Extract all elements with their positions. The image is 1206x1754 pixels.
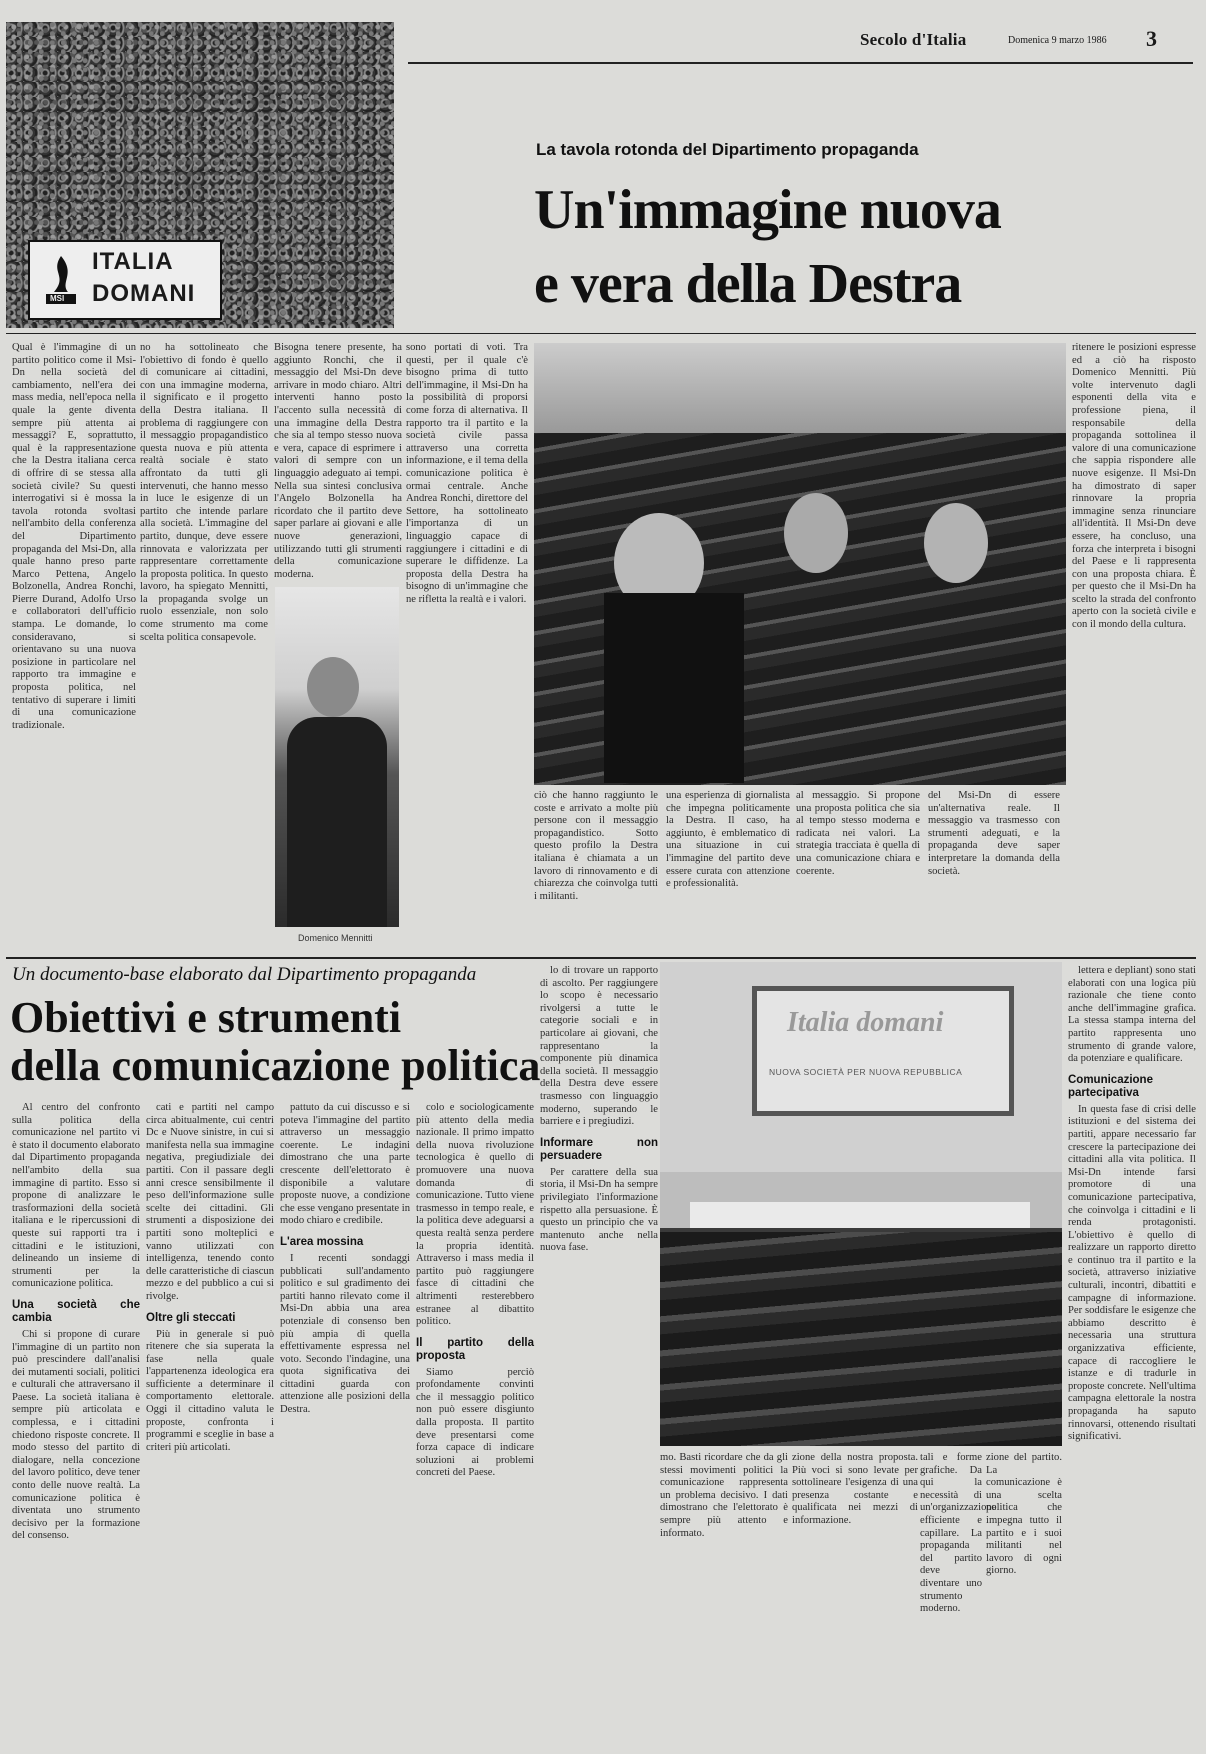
article2-column-5 xyxy=(540,965,658,1748)
article2-column-9: zione del partito. La comunicazione è una scelta politica che impegna tutto il partito e i suoi militanti nel lavoro di ogni giorno. xyxy=(986,1452,1062,1577)
masthead-rule xyxy=(408,62,1193,64)
logo-line-1: ITALIA xyxy=(92,248,174,275)
article2-column-8: tali e forme grafiche. Da qui la necessità di un'organizzazione efficiente e capillare. La propaganda del partito deve diventare uno strumento moderno. xyxy=(920,1452,997,1615)
issue-date: Domenica 9 marzo 1986 xyxy=(1008,35,1107,46)
banner-subtitle: NUOVA SOCIETÀ PER NUOVA REPUBBLICA xyxy=(769,1067,963,1077)
article1-headline-line2: e vera della Destra xyxy=(534,253,962,315)
article2-col5-text: lo di trovare un rapporto di ascolto. Per raggiungere lo scopo è necessario rivolgersi a tutte le categorie sociali e in particolare ai giovani, che rappresentano la componente più dinamica della società. Il messaggio della Destra deve essere trasmesso con linguaggio moderno, superando le barriere e i pregiudizi. xyxy=(540,965,658,1128)
banner-title: Italia domani xyxy=(787,1007,944,1038)
article2-headline-line1: Obiettivi e strumenti xyxy=(10,993,402,1042)
mennitti-portrait-photo xyxy=(275,587,399,927)
article2-column-7: zione della nostra proposta. Più voci si sono levate per sottolineare l'esigenza di una presenza costante e qualificata nei mezzi di informazione. xyxy=(792,1452,918,1526)
article2-col10-body: In questa fase di crisi delle istituzioni e del sistema dei partiti, appare necessario far crescere la partecipazione dei cittadini alla vita politica. Il Msi-Dn intende farsi promotore di una comunicazione partecipativa, che coinvolga i cittadini e li renda protagonisti. L'obiettivo è quello di realizzare un rapporto diretto e continuo tra il partito e la società, attraverso iniziative culturali, incontri, dibattiti e campagne di informazione. Per soddisfare le esigenze che abbiamo descritto è necessaria una struttura organizzativa efficiente, capace di raccogliere le istanze e di tradurle in proposte concrete. Nell'ultima campagna elettorale la nostra propaganda ha saputo rinnovarsi, ottenendo risultati significativi. xyxy=(1068,1103,1196,1443)
italia-domani-logo xyxy=(28,240,222,320)
article2-col2-body: Più in generale si può ritenere che sia superata la fase nella quale l'appartenenza ideologica era sufficiente a determinare il comportamento elettorale. Oggi il cittadino valuta le proposte, confronta i programmi e sceglie in base a criteri più articolati. xyxy=(146,1328,274,1453)
article2-kicker: Un documento-base elaborato dal Dipartimento propaganda xyxy=(12,964,477,985)
article2-col5-body: Per carattere della sua storia, il Msi-Dn ha sempre privilegiato l'informazione rispetto alla persuasione. È questo un principio che va mantenuto anche nella nuova fase. xyxy=(540,1166,658,1254)
msi-flame-icon xyxy=(40,254,82,306)
article2-column-6: mo. Basti ricordare che da gli stessi movimenti politici la comunicazione rappresenta un problema decisivo. I dati dimostrano che l'elettorato è sempre più attento e informato. xyxy=(660,1452,788,1539)
article1-column-7: al messaggio. Si propone una proposta politica che sia al tempo stesso moderna e radicata nei valori. La strategia tracciata è quella di una comunicazione chiara e coerente. xyxy=(796,790,920,877)
article1-column-1: Qual è l'immagine di un partito politico come il Msi-Dn nella società del cambiamento, nell'era dei mass media, nell'epoca nella quale la gente diventa sempre più attenta ai messaggi? E, soprattutto, qual è la rappresentazione che la Destra italiana cerca di offrire di se stessa alla società civile? Su questi interrogativi si è mossa la tavola rotonda svoltasi nell'ambito della conferenza del Dipartimento propaganda del Msi-Dn, alla quale hanno preso parte Marco Pettena, Angelo Bolzonella, Andrea Ronchi, Pierre Durand, Adolfo Urso e collaboratori dell'ufficio stampa. Le domande, lo consideravano, si orientavano su una nuova posizione in particolare nel rapporto tra immagine e proposta politica, nel tentativo di superare i limiti di una comunicazione tradizionale. xyxy=(12,342,136,731)
newspaper-name: Secolo d'Italia xyxy=(860,30,967,49)
page-number: 3 xyxy=(1146,26,1157,51)
article1-column-2: no ha sottolineato che l'obiettivo di fondo è quello di comunicare ai cittadini, con una immagine moderna, il significato e il progetto della Destra italiana. Il problema di raggiungere con il messaggio propagandistico questa nuova e più attenta realtà sociale è stato affrontato da tutti gli intervenuti, che hanno messo in luce le esigenze di un partito che intende parlare alla società. L'immagine del partito, dunque, deve essere rinnovata e valorizzata per rappresentare correttamente la proposta politica. In questo lavoro, ha spiegato Mennitti, la propaganda svolge un ruolo essenziale, non solo come strumento ma come scelta politica consapevole. xyxy=(140,342,268,643)
article2-column-2 xyxy=(146,1102,274,1748)
conference-stage-photo xyxy=(660,962,1062,1446)
article1-column-6: una esperienza di giornalista che impegna politicamente la Destra. Il caso, ha aggiunto, è emblematico di una situazione in cui l'immagine del partito deve essere curata con attenzione e professionalità. xyxy=(666,790,790,890)
section-rule-top xyxy=(6,333,1196,334)
article1-column-9: ritenere le posizioni espresse ed a ciò ha risposto Domenico Mennitti. Più volte intervenuto dagli esponenti della vita e professione piena, il responsabile della propaganda sottolinea il valore di una comunicazione che sappia rispondere alle nuove esigenze. Il Msi-Dn ha dimostrato di saper rinnovare la propria immagine senza rinunciare all'identità. Il Msi-Dn deve essere, ha concluso, una forza che interpreta i bisogni del Paese e li rappresenta con una proposta chiara. È per questo che il Msi-Dn ha scelto la strada del confronto aperto con la società civile e con il mondo della cultura. xyxy=(1072,342,1196,631)
article2-headline-line2: della comunicazione politica xyxy=(10,1041,541,1090)
section-rule-middle xyxy=(6,957,1196,959)
article2-col4-body: Siamo perciò profondamente convinti che il messaggio politico non può essere disgiunto dalla proposta. Il partito deve presentarsi come forza capace di indicare soluzioni ai problemi concreti del Paese. xyxy=(416,1366,534,1479)
masthead xyxy=(860,28,1190,58)
subhead-oltre-gli-steccati: Oltre gli steccati xyxy=(146,1311,236,1324)
article1-kicker: La tavola rotonda del Dipartimento propaganda xyxy=(536,140,919,159)
article2-column-3 xyxy=(280,1102,410,1748)
subhead-informare: Informare non persuadere xyxy=(540,1136,658,1162)
article2-col4-text: colo e sociologicamente più attento della media nazionale. Il primo impatto della nuova rivoluzione tecnologica è quello di promuovere una nuova domanda di comunicazione. Tutto viene trasmesso in tempo reale, e la politica deve adeguarsi a questa realtà senza perdere la propria identità. Attraverso i mass media il partito può raggiungere fasce di cittadini che altrimenti resterebbero estranee al dibattito politico. xyxy=(416,1102,534,1328)
article2-col3-body: I recenti sondaggi pubblicati sull'andamento politico e sul gradimento dei partiti hanno rilevato come il Msi-Dn abbia una area potenziale di consenso ben più ampia di quella effettivamente espressa nel voto. Secondo l'indagine, una quota significativa dei cittadini guarda con attenzione alle posizioni della Destra. xyxy=(280,1252,410,1416)
article1-column-4: sono portati di voti. Tra questi, per il quale c'è bisogno prima di tutto dell'immagine, il Msi-Dn ha la possibilità di proporsi come forza di alternativa. Il rapporto tra il partito e la società civile passa attraverso una corretta informazione, e il tema della comunicazione politica è ormai centrale. Anche Andrea Ronchi, direttore del Settore, ha sottolineato l'importanza di un linguaggio capace di raggiungere i cittadini e di superare le diffidenze. La proposta della Destra ha bisogno di un'immagine che ne rifletta la realtà e i valori. xyxy=(406,342,528,605)
article1-column-5: ciò che hanno raggiunto le coste e arrivato a molte più persone con il messaggio propagandistico. Sotto questo profilo la Destra italiana è chiamata a un lavoro di rinnovamento e di chiarezza che coinvolga tutti i militanti. xyxy=(534,790,658,902)
article2-intro: Al centro del confronto sulla politica della comunicazione nel partito vi è stato il documento elaborato dal Dipartimento propaganda nell'ambito della sua immagine di partito. Esso si propone di analizzare le trasformazioni della società italiana e le ripercussioni di queste sui rapporti tra i cittadini e le istituzioni, delineando un insieme di strumenti per la comunicazione politica. xyxy=(12,1102,140,1290)
logo-line-2: DOMANI xyxy=(92,280,196,307)
article2-col2-text: cati e partiti nel campo circa abitualmente, cui centri Dc e Nuove sinistre, in cui si manifesta nella sua immagine negativa, pregiudiziale dei partiti. Con il passare degli anni cresce sensibilmente il peso dell'informazione sulle scelte dei cittadini. Gli strumenti a disposizione dei partiti sono molteplici e vanno utilizzati con intelligenza, tenendo conto delle caratteristiche di ciascun mezzo e del pubblico a cui si rivolge. xyxy=(146,1102,274,1302)
subhead-una-societa: Una società che cambia xyxy=(12,1298,140,1324)
conference-audience-photo xyxy=(534,343,1066,785)
emblem-text: MSI xyxy=(50,294,65,303)
article2-col3-text: pattuto da cui discusso e si poteva l'immagine del partito attraverso un messaggio coerente. Le indagini dimostrano che una parte crescente dell'elettorato è disponibile a valutare proposte nuove, a condizione che esse vengano presentate in modo chiaro e credibile. xyxy=(280,1102,411,1227)
italia-domani-banner xyxy=(752,986,1014,1116)
portrait-caption: Domenico Mennitti xyxy=(298,933,373,943)
article1-column-3: Bisogna tenere presente, ha aggiunto Ronchi, che il messaggio del Msi-Dn deve arrivare in modo chiaro. Altri interventi hanno posto l'accento sulla necessità di una immagine della Destra che sia al tempo stesso nuova e vera, capace di esprimere i valori di sempre con un linguaggio adeguato ai tempi. Nella sua sintesi conclusiva l'Angelo Bolzonella ha ricordato che il partito deve saper parlare ai giovani e alle nuove generazioni, utilizzando tutti gli strumenti della comunicazione moderna. xyxy=(274,342,402,580)
article1-column-8: del Msi-Dn di essere un'alternativa reale. Il messaggio va trasmesso con strumenti adeguati, e la propaganda deve saper interpretare la domanda della società. xyxy=(928,790,1060,877)
article1-headline-line1: Un'immagine nuova xyxy=(534,179,1001,241)
article2-col10-top: lettera e depliant) sono stati elaborati con una logica più razionale che tiene conto anche dell'immagine grafica. La stessa stampa interna del partito rappresenta uno strumento di grande valore, da potenziare e qualificare. xyxy=(1068,965,1196,1065)
article2-column-10 xyxy=(1068,965,1196,1748)
article2-col1-body: Chi si propone di curare l'immagine di un partito non può prescindere dall'analisi dei mutamenti sociali, politici e culturali che attraversano il Paese. La società italiana è sempre più articolata e complessa, e i cittadini chiedono risposte concrete. Il modo stesso del partito di dialogare, nella concezione del lavoro politico, deve tener conto delle nuove realtà. La comunicazione politica è diventata uno strumento decisivo per la formazione del consenso. xyxy=(12,1328,140,1542)
subhead-partito-della-proposta: Il partito della proposta xyxy=(416,1336,534,1362)
subhead-area-mossina: L'area mossina xyxy=(280,1235,364,1248)
subhead-comunicazione-partecipativa: Comunicazione partecipativa xyxy=(1068,1073,1153,1099)
article2-column-4 xyxy=(416,1102,534,1748)
article2-column-1 xyxy=(12,1102,140,1748)
